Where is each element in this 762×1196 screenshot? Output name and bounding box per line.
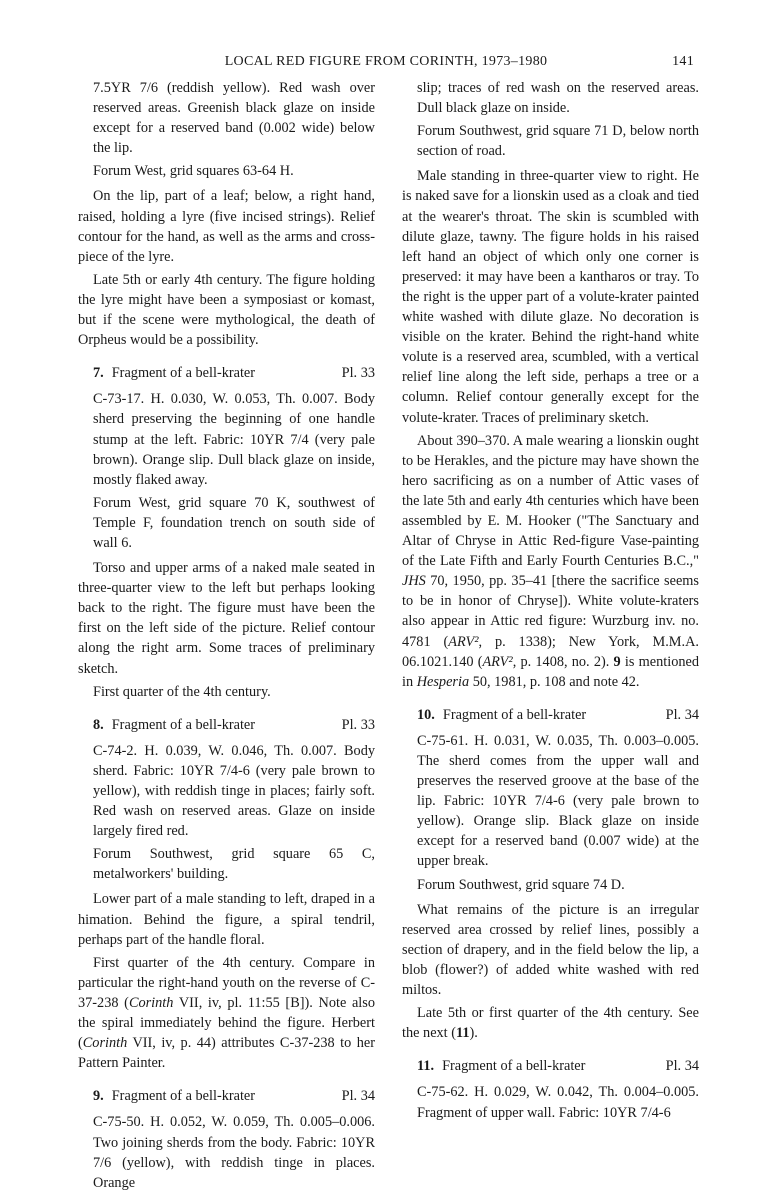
entry-9-date: About 390–370. A male wearing a lionskin ought to be Herakles, and the picture may have shown the hero sacrificing as on a number of Attic vases of the late 5th and early 4th centuries which have been assembled by E. M. Hooker ("The Sanctuary and Altar of Chryse in Attic Red-figure Vase-painting of the Late Fifth and Early Fourth Centuries B.C.," JHS 70, 1950, pp. 35–41 [there the sacrifice seems to be in honor of Chryse]). White volute-kraters also appear in Attic red figure: Wurzburg inv. no. 4781 (ARV², p. 1338); New York, M.M.A. 06.1021.140 (ARV², p. 1408, no. 2). 9 is mentioned in Hesperia 50, 1981, p. 108 and note 42. [402, 432, 699, 690]
catalogue-title: Fragment of a bell-krater [111, 365, 256, 382]
entry-8-text: Lower part of a male standing to left, draped in a himation. Behind the figure, a spiral tendril, perhaps part of the handle floral. [78, 891, 375, 948]
catalogue-number: 7. [93, 365, 104, 382]
entry-11-description: C-75-62. H. 0.029, W. 0.042, Th. 0.004–0.005. Fragment of upper wall. Fabric: 10YR 7/4-6 [417, 1084, 699, 1121]
findspot-paragraph: Forum West, grid squares 63-64 H. [93, 163, 294, 180]
plate-reference: Pl. 33 [341, 716, 375, 733]
entry-7-date: First quarter of the 4th century. [93, 683, 271, 700]
entry-7-findspot: Forum West, grid square 70 K, southwest of Temple F, foundation trench on south side of wall 6. [93, 494, 375, 551]
fabric-paragraph: 7.5YR 7/6 (reddish yellow). Red wash over reserved areas. Greenish black glaze on inside except for a reserved band (0.002 wide) below the lip. [93, 80, 375, 157]
catalogue-heading-8 [78, 715, 375, 735]
catalogue-number: 8. [93, 716, 104, 733]
right-column [402, 78, 699, 1126]
entry-10-date: Late 5th or first quarter of the 4th century. See the next (11). [402, 1005, 699, 1042]
catalogue-heading-10 [402, 705, 699, 725]
catalogue-number: 11. [417, 1058, 435, 1075]
entry-7-text: Torso and upper arms of a naked male seated in three-quarter view to the left but perhaps looking back to the right. The figure must have been the first on the left side of the picture. Relief contour along the right arm. Some traces of preliminary sketch. [78, 560, 375, 677]
entry-10-text: What remains of the picture is an irregular reserved area crossed by relief lines, possibly a section of drapery, and in the field below the lip, a blob (flower?) of added white washed with red miltos. [402, 901, 699, 999]
catalogue-number: 10. [417, 706, 435, 723]
entry-8-findspot: Forum Southwest, grid square 65 C, metalworkers' building. [93, 846, 375, 883]
catalogue-title: Fragment of a bell-krater [111, 716, 256, 733]
catalogue-number: 9. [93, 1088, 104, 1105]
catalogue-title: Fragment of a bell-krater [442, 706, 587, 723]
plate-reference: Pl. 34 [665, 706, 699, 723]
entry-10-description: C-75-61. H. 0.031, W. 0.035, Th. 0.003–0.005. The sherd comes from the upper wall and preserves the reserved groove at the base of the lip. Fabric: 10YR 7/4-6 (very pale brown to yellow). Orange slip. Black glaze on inside except for a reserved band (0.007 wide) at the upper break. [417, 732, 699, 870]
entry-9-description-continued: slip; traces of red wash on the reserved areas. Dull black glaze on inside. [417, 80, 699, 117]
plate-reference: Pl. 33 [341, 365, 375, 382]
left-column [78, 78, 375, 1196]
entry-9-findspot: Forum Southwest, grid square 71 D, below north section of road. [417, 123, 699, 160]
entry-8-date: First quarter of the 4th century. Compare in particular the right-hand youth on the reverse of C-37-238 (Corinth VII, iv, pl. 11:55 [B]). Note also the spiral immediately behind the figure. Herbert (Corinth VII, iv, p. 44) attributes C-37-238 to her Pattern Painter. [78, 954, 375, 1072]
entry-9-description: C-75-50. H. 0.052, W. 0.059, Th. 0.005–0.006. Two joining sherds from the body. Fabric: 10YR 7/6 (yellow), with reddish tinge in places. Orange [93, 1114, 375, 1191]
catalogue-heading-7 [78, 363, 375, 383]
entry-10-findspot: Forum Southwest, grid square 74 D. [417, 876, 625, 893]
entry-9-text: Male standing in three-quarter view to right. He is naked save for a lionskin used as a cloak and tied at the wearer's throat. The skin is scumbled with dilute glaze, tawny. The figure holds in his raised left hand an object of which only one corner is preserved: it may have been a kantharos or tray. To the right is the upper part of a volute-krater painted white washed with dilute glaze. No decoration is visible on the krater. Behind the right-hand white volute is a reserved area, scumbled, with a vertical relief line along the left side, perhaps a tree or a column. Relief contour generally except for the volute-krater. Traces of preliminary sketch. [402, 168, 699, 426]
description-paragraph: On the lip, part of a leaf; below, a right hand, raised, holding a lyre (five incised strings). Relief contour for the hand, as well as the arms and cross-piece of the lyre. [78, 188, 375, 265]
entry-8-description: C-74-2. H. 0.039, W. 0.046, Th. 0.007. Body sherd. Fabric: 10YR 7/4-6 (very pale brown to yellow), with reddish tinge in places; fairly soft. Red wash on reserved areas. Glaze on inside largely fired red. [93, 742, 375, 840]
entry-7-description: C-73-17. H. 0.030, W. 0.053, Th. 0.007. Body sherd preserving the beginning of one handle stump at the left. Fabric: 10YR 7/4 (very pale brown). Orange slip. Dull black glaze on inside, mostly flaked away. [93, 391, 375, 488]
catalogue-title: Fragment of a bell-krater [111, 1088, 256, 1105]
catalogue-heading-11 [402, 1056, 699, 1076]
plate-reference: Pl. 34 [341, 1088, 375, 1105]
plate-reference: Pl. 34 [665, 1058, 699, 1075]
running-title: LOCAL RED FIGURE FROM CORINTH, 1973–1980 [224, 54, 548, 69]
date-paragraph: Late 5th or early 4th century. The figure holding the lyre might have been a symposiast or komast, but if the scene were mythological, the death of Orpheus would be a possibility. [78, 271, 375, 349]
catalogue-title: Fragment of a bell-krater [442, 1058, 586, 1075]
page-number: 141 [672, 54, 694, 69]
running-header [78, 54, 694, 74]
catalogue-heading-9 [78, 1086, 375, 1106]
